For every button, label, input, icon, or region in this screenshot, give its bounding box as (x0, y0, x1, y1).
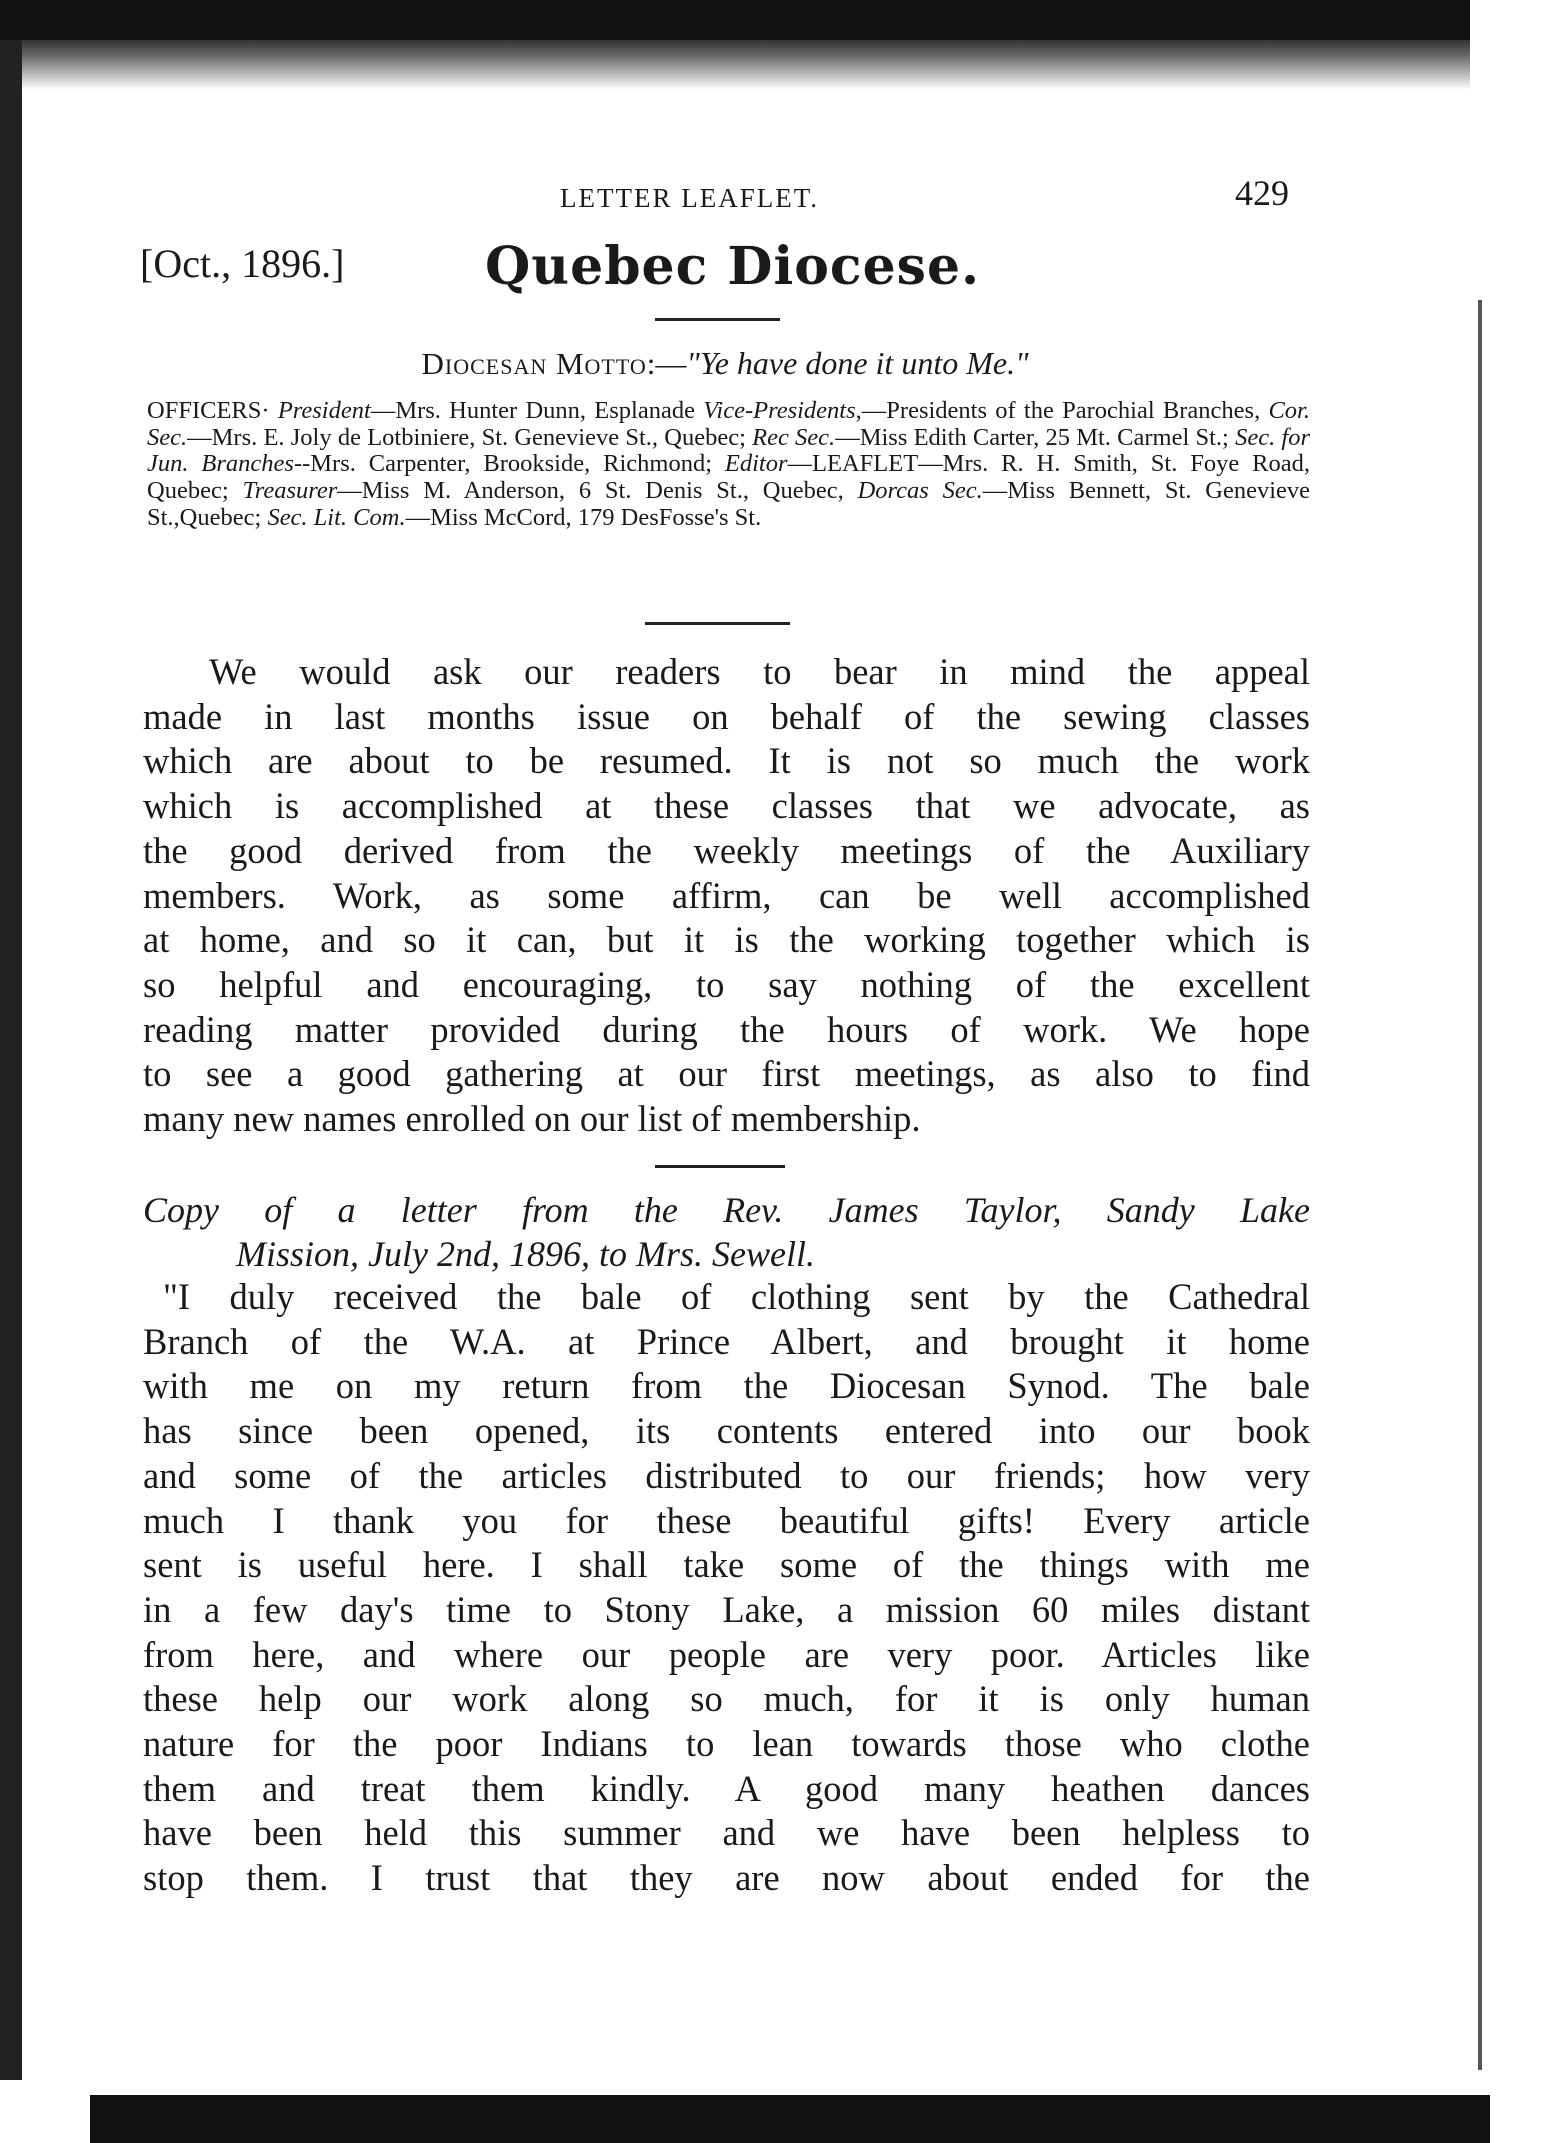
officer-role: Dorcas Sec. (857, 477, 983, 505)
text-line: "I duly received the bale of clothing sent by the Cathedral (163, 1276, 1310, 1317)
text-line: from here, and where our people are very poor. Articles like (143, 1633, 1310, 1675)
scan-border-left (0, 40, 22, 2080)
officer-role: Editor (724, 450, 788, 478)
text-line: which is accomplished at these classes that we advocate, as (143, 785, 1310, 827)
text-line: much I thank you for these beautiful gifts! Every article (143, 1499, 1310, 1541)
divider (655, 318, 780, 321)
diocesan-motto (140, 345, 1310, 382)
officer-text: —LEAFLET—Mrs. R. H. Smith, St. Foye Road, Quebec; (147, 450, 1310, 505)
issue-date: [Oct., 1896.] (140, 241, 345, 286)
text-line: sent is useful here. I shall take some of the things with me (143, 1544, 1310, 1586)
text-line: the good derived from the weekly meetings of the Auxiliary (143, 829, 1310, 871)
text-line: We would ask our readers to bear in mind the appeal (209, 651, 1310, 692)
divider (645, 622, 790, 625)
text-line: reading matter provided during the hours of work. We hope (143, 1008, 1310, 1050)
text-line: have been held this summer and we have been helpless to (143, 1812, 1310, 1854)
officer-role: Vice-Presidents (703, 397, 856, 424)
page-number: 429 (1235, 173, 1289, 213)
letter-caption (143, 1188, 1310, 1276)
paragraph-appeal (143, 650, 1310, 1142)
scan-border-bottom (90, 2095, 1490, 2143)
text-line: to see a good gathering at our first meetings, as also to find (143, 1053, 1310, 1095)
officer-text: —Miss Bennett, St. Genevieve St.,Quebec; (147, 477, 1311, 531)
officer-text: —Miss M. Anderson, 6 St. Denis St., Quebec, (337, 477, 844, 505)
motto-text: "Ye have done it unto Me." (686, 345, 1029, 381)
officer-text: —Mrs. E. Joly de Lotbiniere, St. Genevieve St., Quebec; (187, 423, 746, 451)
officers-list (147, 398, 1310, 532)
text-line: nature for the poor Indians to lean towards those who clothe (143, 1723, 1310, 1765)
caption-line: Mission, July 2nd, 1896, to Mrs. Sewell. (236, 1234, 815, 1274)
divider (655, 1165, 785, 1168)
text-line: made in last months issue on behalf of the sewing classes (143, 695, 1310, 737)
officer-role: Rec Sec. (752, 423, 836, 451)
scan-border-top (0, 0, 1470, 40)
paragraph-letter (143, 1275, 1310, 1901)
officer-role: President (277, 397, 371, 424)
text-line: at home, and so it can, but it is the working together which is (143, 919, 1310, 961)
page-title: Quebec Diocese. (485, 236, 981, 297)
officers-label: OFFICERS· (147, 397, 270, 424)
scan-edge-right (1478, 300, 1482, 2070)
running-head: LETTER LEAFLET. (560, 183, 819, 213)
officer-role: Cor. Sec. (147, 397, 1311, 451)
text-line: many new names enrolled on our list of membership. (143, 1098, 921, 1140)
officer-role: Sec. for Jun. Branches (147, 423, 1311, 478)
officer-text: ,—Presidents of the Parochial Branches, (855, 397, 1261, 424)
text-line: them and treat them kindly. A good many heathen dances (143, 1767, 1310, 1809)
text-line: with me on my return from the Diocesan Synod. The bale (143, 1365, 1310, 1407)
text-line: so helpful and encouraging, to say nothing of the excellent (143, 963, 1310, 1005)
text-line: in a few day's time to Stony Lake, a mission 60 miles distant (143, 1588, 1310, 1630)
officer-text: —Miss Edith Carter, 25 Mt. Carmel St.; (835, 423, 1229, 451)
officer-text: --Mrs. Carpenter, Brookside, Richmond; (293, 450, 712, 478)
motto-dash: :— (646, 346, 687, 381)
text-line: Branch of the W.A. at Prince Albert, and brought it home (143, 1320, 1310, 1362)
text-line: has since been opened, its contents entered into our book (143, 1410, 1310, 1452)
text-line: members. Work, as some affirm, can be well accomplished (143, 874, 1310, 916)
caption-line: Copy of a letter from the Rev. James Taylor, Sandy Lake (143, 1190, 1310, 1230)
scan-shadow-top (0, 40, 1470, 90)
text-line: and some of the articles distributed to our friends; how very (143, 1454, 1310, 1496)
text-line: which are about to be resumed. It is not so much the work (143, 740, 1310, 782)
officer-role: Treasurer (242, 477, 338, 505)
officer-text: —Miss McCord, 179 DesFosse's St. (405, 503, 762, 531)
text-line: these help our work along so much, for it is only human (143, 1678, 1310, 1720)
officer-role: Sec. Lit. Com. (267, 503, 406, 531)
text-line: stop them. I trust that they are now about ended for the (143, 1857, 1310, 1899)
officer-text: —Mrs. Hunter Dunn, Esplanade (370, 397, 695, 424)
motto-label: Diocesan Motto (421, 346, 647, 381)
